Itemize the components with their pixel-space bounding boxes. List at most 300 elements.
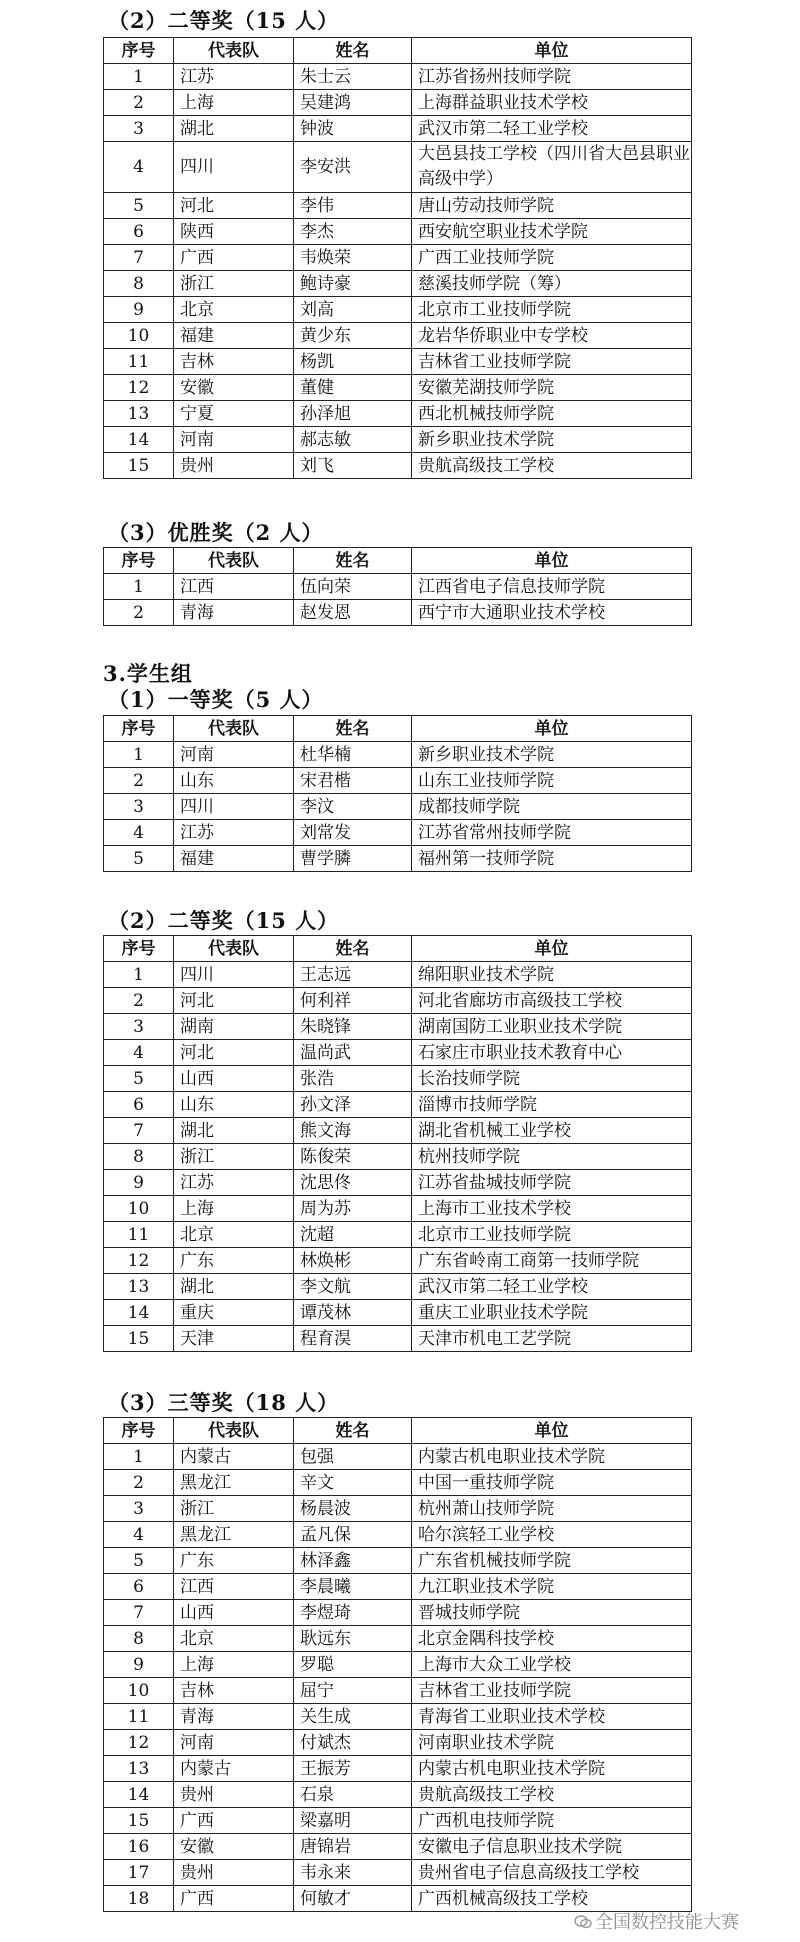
table-row: [104, 1678, 692, 1704]
row-number: 8: [104, 1626, 174, 1652]
team-cell: 陕西: [174, 219, 294, 245]
row-number: 9: [104, 1170, 174, 1196]
team-cell: 北京: [174, 1222, 294, 1248]
name-cell: 谭茂林: [294, 1300, 412, 1326]
unit-cell: 湖北省机械工业学校: [412, 1118, 692, 1144]
unit-cell: 唐山劳动技师学院: [412, 193, 692, 219]
row-number: 11: [104, 1222, 174, 1248]
team-cell: 四川: [174, 794, 294, 820]
table-row: [104, 323, 692, 349]
column-header: 单位: [412, 936, 692, 962]
unit-cell: 内蒙古机电职业技术学院: [412, 1444, 692, 1470]
row-number: 13: [104, 401, 174, 427]
table-row: [104, 193, 692, 219]
unit-cell: 山东工业技师学院: [412, 768, 692, 794]
unit-cell: 吉林省工业技师学院: [412, 1678, 692, 1704]
row-number: 7: [104, 1600, 174, 1626]
row-number: 1: [104, 574, 174, 600]
table-row: [104, 1548, 692, 1574]
team-cell: 吉林: [174, 1678, 294, 1704]
team-cell: 黑龙江: [174, 1470, 294, 1496]
unit-cell: 新乡职业技术学院: [412, 742, 692, 768]
unit-cell: 上海群益职业技术学校: [412, 90, 692, 116]
award-table: [103, 935, 692, 1352]
unit-cell: 西北机械技师学院: [412, 401, 692, 427]
unit-cell: 内蒙古机电职业技术学院: [412, 1756, 692, 1782]
name-cell: 陈俊荣: [294, 1144, 412, 1170]
table-row: [104, 846, 692, 872]
team-cell: 浙江: [174, 1496, 294, 1522]
table-row: [104, 90, 692, 116]
column-header: 代表队: [174, 936, 294, 962]
unit-cell: 中国一重技师学院: [412, 1470, 692, 1496]
column-header: 姓名: [294, 716, 412, 742]
name-cell: 李伟: [294, 193, 412, 219]
table-row: [104, 1808, 692, 1834]
unit-cell: 贵航高级技工学校: [412, 453, 692, 479]
row-number: 7: [104, 1118, 174, 1144]
row-number: 13: [104, 1274, 174, 1300]
row-number: 12: [104, 1248, 174, 1274]
name-cell: 孟凡保: [294, 1522, 412, 1548]
name-cell: 辛文: [294, 1470, 412, 1496]
column-header: 序号: [104, 1418, 174, 1444]
unit-cell: 江苏省盐城技师学院: [412, 1170, 692, 1196]
row-number: 13: [104, 1756, 174, 1782]
table-row: [104, 1040, 692, 1066]
unit-cell: 慈溪技师学院（筹）: [412, 271, 692, 297]
name-cell: 韦永来: [294, 1860, 412, 1886]
team-cell: 上海: [174, 90, 294, 116]
name-cell: 黄少东: [294, 323, 412, 349]
team-cell: 广西: [174, 1886, 294, 1912]
team-cell: 贵州: [174, 453, 294, 479]
name-cell: 张浩: [294, 1066, 412, 1092]
name-cell: 李汶: [294, 794, 412, 820]
name-cell: 沈超: [294, 1222, 412, 1248]
row-number: 16: [104, 1834, 174, 1860]
watermark: [574, 1908, 739, 1934]
table-header-row: [104, 936, 692, 962]
name-cell: 李杰: [294, 219, 412, 245]
award-table: [103, 715, 692, 872]
row-number: 8: [104, 271, 174, 297]
team-cell: 青海: [174, 600, 294, 626]
team-cell: 河南: [174, 1730, 294, 1756]
team-cell: 广东: [174, 1248, 294, 1274]
table-row: [104, 1652, 692, 1678]
column-header: 姓名: [294, 548, 412, 574]
unit-cell: 广西工业技师学院: [412, 245, 692, 271]
team-cell: 浙江: [174, 1144, 294, 1170]
unit-cell: 杭州萧山技师学院: [412, 1496, 692, 1522]
team-cell: 江苏: [174, 820, 294, 846]
table-row: [104, 1092, 692, 1118]
unit-cell: 广西机电技师学院: [412, 1808, 692, 1834]
row-number: 5: [104, 1548, 174, 1574]
team-cell: 四川: [174, 962, 294, 988]
table-row: [104, 64, 692, 90]
table-row: [104, 962, 692, 988]
unit-cell: 淄博市技师学院: [412, 1092, 692, 1118]
team-cell: 河北: [174, 193, 294, 219]
name-cell: 杜华楠: [294, 742, 412, 768]
unit-cell: 江苏省扬州技师学院: [412, 64, 692, 90]
name-cell: 赵发恩: [294, 600, 412, 626]
unit-cell: 广西机械高级技工学校: [412, 1886, 692, 1912]
row-number: 5: [104, 193, 174, 219]
table-row: [104, 794, 692, 820]
table-row: [104, 1066, 692, 1092]
row-number: 10: [104, 1678, 174, 1704]
team-cell: 重庆: [174, 1300, 294, 1326]
table-row: [104, 1574, 692, 1600]
row-number: 2: [104, 768, 174, 794]
team-cell: 浙江: [174, 271, 294, 297]
table-row: [104, 1522, 692, 1548]
unit-cell: 长治技师学院: [412, 1066, 692, 1092]
column-header: 代表队: [174, 548, 294, 574]
team-cell: 福建: [174, 323, 294, 349]
name-cell: 唐锦岩: [294, 1834, 412, 1860]
table-row: [104, 1118, 692, 1144]
column-header: 代表队: [174, 38, 294, 64]
unit-cell: 晋城技师学院: [412, 1600, 692, 1626]
team-cell: 内蒙古: [174, 1756, 294, 1782]
row-number: 15: [104, 1326, 174, 1352]
table-row: [104, 245, 692, 271]
table-row: [104, 453, 692, 479]
team-cell: 福建: [174, 846, 294, 872]
name-cell: 李文航: [294, 1274, 412, 1300]
table-header-row: [104, 1418, 692, 1444]
unit-cell: 上海市大众工业学校: [412, 1652, 692, 1678]
team-cell: 河南: [174, 742, 294, 768]
name-cell: 罗聪: [294, 1652, 412, 1678]
row-number: 6: [104, 219, 174, 245]
table-row: [104, 1704, 692, 1730]
name-cell: 韦焕荣: [294, 245, 412, 271]
name-cell: 付斌杰: [294, 1730, 412, 1756]
name-cell: 朱士云: [294, 64, 412, 90]
name-cell: 关生成: [294, 1704, 412, 1730]
unit-cell: 石家庄市职业技术教育中心: [412, 1040, 692, 1066]
table-row: [104, 1600, 692, 1626]
team-cell: 青海: [174, 1704, 294, 1730]
unit-cell: 龙岩华侨职业中专学校: [412, 323, 692, 349]
row-number: 5: [104, 1066, 174, 1092]
row-number: 1: [104, 742, 174, 768]
team-cell: 湖北: [174, 1118, 294, 1144]
team-cell: 北京: [174, 297, 294, 323]
table-row: [104, 1274, 692, 1300]
table-row: [104, 1196, 692, 1222]
row-number: 15: [104, 1808, 174, 1834]
name-cell: 程育淏: [294, 1326, 412, 1352]
name-cell: 林泽鑫: [294, 1548, 412, 1574]
team-cell: 广西: [174, 245, 294, 271]
award-table: [103, 547, 692, 626]
column-header: 单位: [412, 1418, 692, 1444]
name-cell: 刘飞: [294, 453, 412, 479]
table-row: [104, 349, 692, 375]
unit-cell: 天津市机电工艺学院: [412, 1326, 692, 1352]
name-cell: 杨晨波: [294, 1496, 412, 1522]
name-cell: 曹学膦: [294, 846, 412, 872]
table-row: [104, 1860, 692, 1886]
table-row: [104, 297, 692, 323]
section-heading: （3）优胜奖（2 人）: [108, 520, 324, 545]
unit-cell: 西安航空职业技术学院: [412, 219, 692, 245]
row-number: 14: [104, 1300, 174, 1326]
row-number: 8: [104, 1144, 174, 1170]
row-number: 11: [104, 349, 174, 375]
table-row: [104, 1144, 692, 1170]
table-row: [104, 1834, 692, 1860]
column-header: 单位: [412, 38, 692, 64]
table-row: [104, 742, 692, 768]
section-heading: （2）二等奖（15 人）: [108, 8, 340, 33]
table-row: [104, 271, 692, 297]
row-number: 4: [104, 1040, 174, 1066]
row-number: 14: [104, 1782, 174, 1808]
column-header: 序号: [104, 716, 174, 742]
row-number: 4: [104, 1522, 174, 1548]
column-header: 姓名: [294, 936, 412, 962]
table-row: [104, 142, 692, 193]
unit-cell: 绵阳职业技术学院: [412, 962, 692, 988]
unit-cell: 福州第一技师学院: [412, 846, 692, 872]
row-number: 3: [104, 116, 174, 142]
name-cell: 周为苏: [294, 1196, 412, 1222]
section-heading: （2）二等奖（15 人）: [108, 908, 340, 933]
team-cell: 上海: [174, 1196, 294, 1222]
team-cell: 江西: [174, 574, 294, 600]
column-header: 序号: [104, 548, 174, 574]
table-row: [104, 574, 692, 600]
team-cell: 江西: [174, 1574, 294, 1600]
row-number: 9: [104, 297, 174, 323]
row-number: 6: [104, 1092, 174, 1118]
row-number: 2: [104, 1470, 174, 1496]
row-number: 2: [104, 90, 174, 116]
team-cell: 上海: [174, 1652, 294, 1678]
column-header: 单位: [412, 548, 692, 574]
table-row: [104, 600, 692, 626]
table-row: [104, 219, 692, 245]
unit-cell: 贵航高级技工学校: [412, 1782, 692, 1808]
team-cell: 湖北: [174, 1274, 294, 1300]
watermark-text: 全国数控技能大赛: [595, 1912, 739, 1933]
unit-cell: 河南职业技术学院: [412, 1730, 692, 1756]
team-cell: 北京: [174, 1626, 294, 1652]
team-cell: 吉林: [174, 349, 294, 375]
name-cell: 屈宁: [294, 1678, 412, 1704]
name-cell: 杨凯: [294, 349, 412, 375]
unit-cell: 江西省电子信息技师学院: [412, 574, 692, 600]
row-number: 14: [104, 427, 174, 453]
team-cell: 宁夏: [174, 401, 294, 427]
team-cell: 河北: [174, 988, 294, 1014]
name-cell: 林焕彬: [294, 1248, 412, 1274]
table-row: [104, 1496, 692, 1522]
table-row: [104, 1300, 692, 1326]
table-row: [104, 116, 692, 142]
unit-cell: 上海市工业技术学校: [412, 1196, 692, 1222]
table-row: [104, 1444, 692, 1470]
column-header: 姓名: [294, 1418, 412, 1444]
name-cell: 鲍诗豪: [294, 271, 412, 297]
group-title: 3.学生组: [103, 661, 193, 686]
name-cell: 何利祥: [294, 988, 412, 1014]
unit-cell: 北京市工业技师学院: [412, 1222, 692, 1248]
unit-cell: 新乡职业技术学院: [412, 427, 692, 453]
name-cell: 董健: [294, 375, 412, 401]
unit-cell: 杭州技师学院: [412, 1144, 692, 1170]
table-row: [104, 820, 692, 846]
unit-cell: 重庆工业职业技术学院: [412, 1300, 692, 1326]
name-cell: 吴建鸿: [294, 90, 412, 116]
award-table: [103, 37, 692, 479]
row-number: 3: [104, 1496, 174, 1522]
column-header: 代表队: [174, 1418, 294, 1444]
table-row: [104, 1014, 692, 1040]
unit-cell: 安徽电子信息职业技术学院: [412, 1834, 692, 1860]
table-row: [104, 1248, 692, 1274]
unit-cell: 北京市工业技师学院: [412, 297, 692, 323]
team-cell: 四川: [174, 142, 294, 193]
table-row: [104, 427, 692, 453]
name-cell: 王振芳: [294, 1756, 412, 1782]
name-cell: 朱晓锋: [294, 1014, 412, 1040]
row-number: 7: [104, 245, 174, 271]
column-header: 姓名: [294, 38, 412, 64]
team-cell: 贵州: [174, 1782, 294, 1808]
unit-cell: 九江职业技术学院: [412, 1574, 692, 1600]
unit-cell: 大邑县技工学校（四川省大邑县职业高级中学）: [412, 142, 692, 193]
unit-cell: 广东省机械技师学院: [412, 1548, 692, 1574]
table-row: [104, 1170, 692, 1196]
unit-cell: 江苏省常州技师学院: [412, 820, 692, 846]
row-number: 2: [104, 600, 174, 626]
table-row: [104, 1782, 692, 1808]
name-cell: 何敏才: [294, 1886, 412, 1912]
column-header: 单位: [412, 716, 692, 742]
unit-cell: 河北省廊坊市高级技工学校: [412, 988, 692, 1014]
name-cell: 熊文海: [294, 1118, 412, 1144]
table-row: [104, 1222, 692, 1248]
section-heading: （3）三等奖（18 人）: [108, 1390, 340, 1415]
unit-cell: 湖南国防工业职业技术学院: [412, 1014, 692, 1040]
name-cell: 李安洪: [294, 142, 412, 193]
team-cell: 山东: [174, 768, 294, 794]
table-row: [104, 1326, 692, 1352]
row-number: 6: [104, 1574, 174, 1600]
table-row: [104, 768, 692, 794]
table-header-row: [104, 548, 692, 574]
row-number: 1: [104, 1444, 174, 1470]
team-cell: 贵州: [174, 1860, 294, 1886]
row-number: 10: [104, 1196, 174, 1222]
name-cell: 刘高: [294, 297, 412, 323]
name-cell: 梁嘉明: [294, 1808, 412, 1834]
row-number: 4: [104, 820, 174, 846]
table-header-row: [104, 38, 692, 64]
row-number: 5: [104, 846, 174, 872]
name-cell: 沈思佟: [294, 1170, 412, 1196]
row-number: 12: [104, 1730, 174, 1756]
section-heading: （1）一等奖（5 人）: [108, 687, 324, 712]
name-cell: 石泉: [294, 1782, 412, 1808]
table-row: [104, 375, 692, 401]
row-number: 12: [104, 375, 174, 401]
unit-cell: 武汉市第二轻工业学校: [412, 1274, 692, 1300]
row-number: 10: [104, 323, 174, 349]
unit-cell: 贵州省电子信息高级技工学校: [412, 1860, 692, 1886]
row-number: 1: [104, 962, 174, 988]
team-cell: 天津: [174, 1326, 294, 1352]
column-header: 序号: [104, 936, 174, 962]
name-cell: 耿远东: [294, 1626, 412, 1652]
unit-cell: 武汉市第二轻工业学校: [412, 116, 692, 142]
unit-cell: 广东省岭南工商第一技师学院: [412, 1248, 692, 1274]
table-row: [104, 1470, 692, 1496]
team-cell: 广东: [174, 1548, 294, 1574]
team-cell: 河北: [174, 1040, 294, 1066]
column-header: 序号: [104, 38, 174, 64]
name-cell: 伍向荣: [294, 574, 412, 600]
team-cell: 山西: [174, 1600, 294, 1626]
row-number: 1: [104, 64, 174, 90]
column-header: 代表队: [174, 716, 294, 742]
row-number: 3: [104, 1014, 174, 1040]
row-number: 11: [104, 1704, 174, 1730]
row-number: 3: [104, 794, 174, 820]
table-header-row: [104, 716, 692, 742]
row-number: 2: [104, 988, 174, 1014]
row-number: 15: [104, 453, 174, 479]
team-cell: 湖北: [174, 116, 294, 142]
unit-cell: 安徽芜湖技师学院: [412, 375, 692, 401]
name-cell: 孙文泽: [294, 1092, 412, 1118]
team-cell: 山东: [174, 1092, 294, 1118]
name-cell: 郝志敏: [294, 427, 412, 453]
unit-cell: 成都技师学院: [412, 794, 692, 820]
name-cell: 温尚武: [294, 1040, 412, 1066]
name-cell: 李晨曦: [294, 1574, 412, 1600]
team-cell: 江苏: [174, 1170, 294, 1196]
team-cell: 黑龙江: [174, 1522, 294, 1548]
name-cell: 王志远: [294, 962, 412, 988]
unit-cell: 西宁市大通职业技术学校: [412, 600, 692, 626]
table-row: [104, 401, 692, 427]
team-cell: 安徽: [174, 375, 294, 401]
wechat-icon: [574, 1915, 592, 1929]
team-cell: 广西: [174, 1808, 294, 1834]
table-row: [104, 1756, 692, 1782]
unit-cell: 吉林省工业技师学院: [412, 349, 692, 375]
unit-cell: 青海省工业职业技术学校: [412, 1704, 692, 1730]
name-cell: 宋君楷: [294, 768, 412, 794]
team-cell: 江苏: [174, 64, 294, 90]
row-number: 17: [104, 1860, 174, 1886]
table-row: [104, 1626, 692, 1652]
team-cell: 内蒙古: [174, 1444, 294, 1470]
row-number: 4: [104, 142, 174, 193]
team-cell: 山西: [174, 1066, 294, 1092]
row-number: 9: [104, 1652, 174, 1678]
name-cell: 刘常发: [294, 820, 412, 846]
